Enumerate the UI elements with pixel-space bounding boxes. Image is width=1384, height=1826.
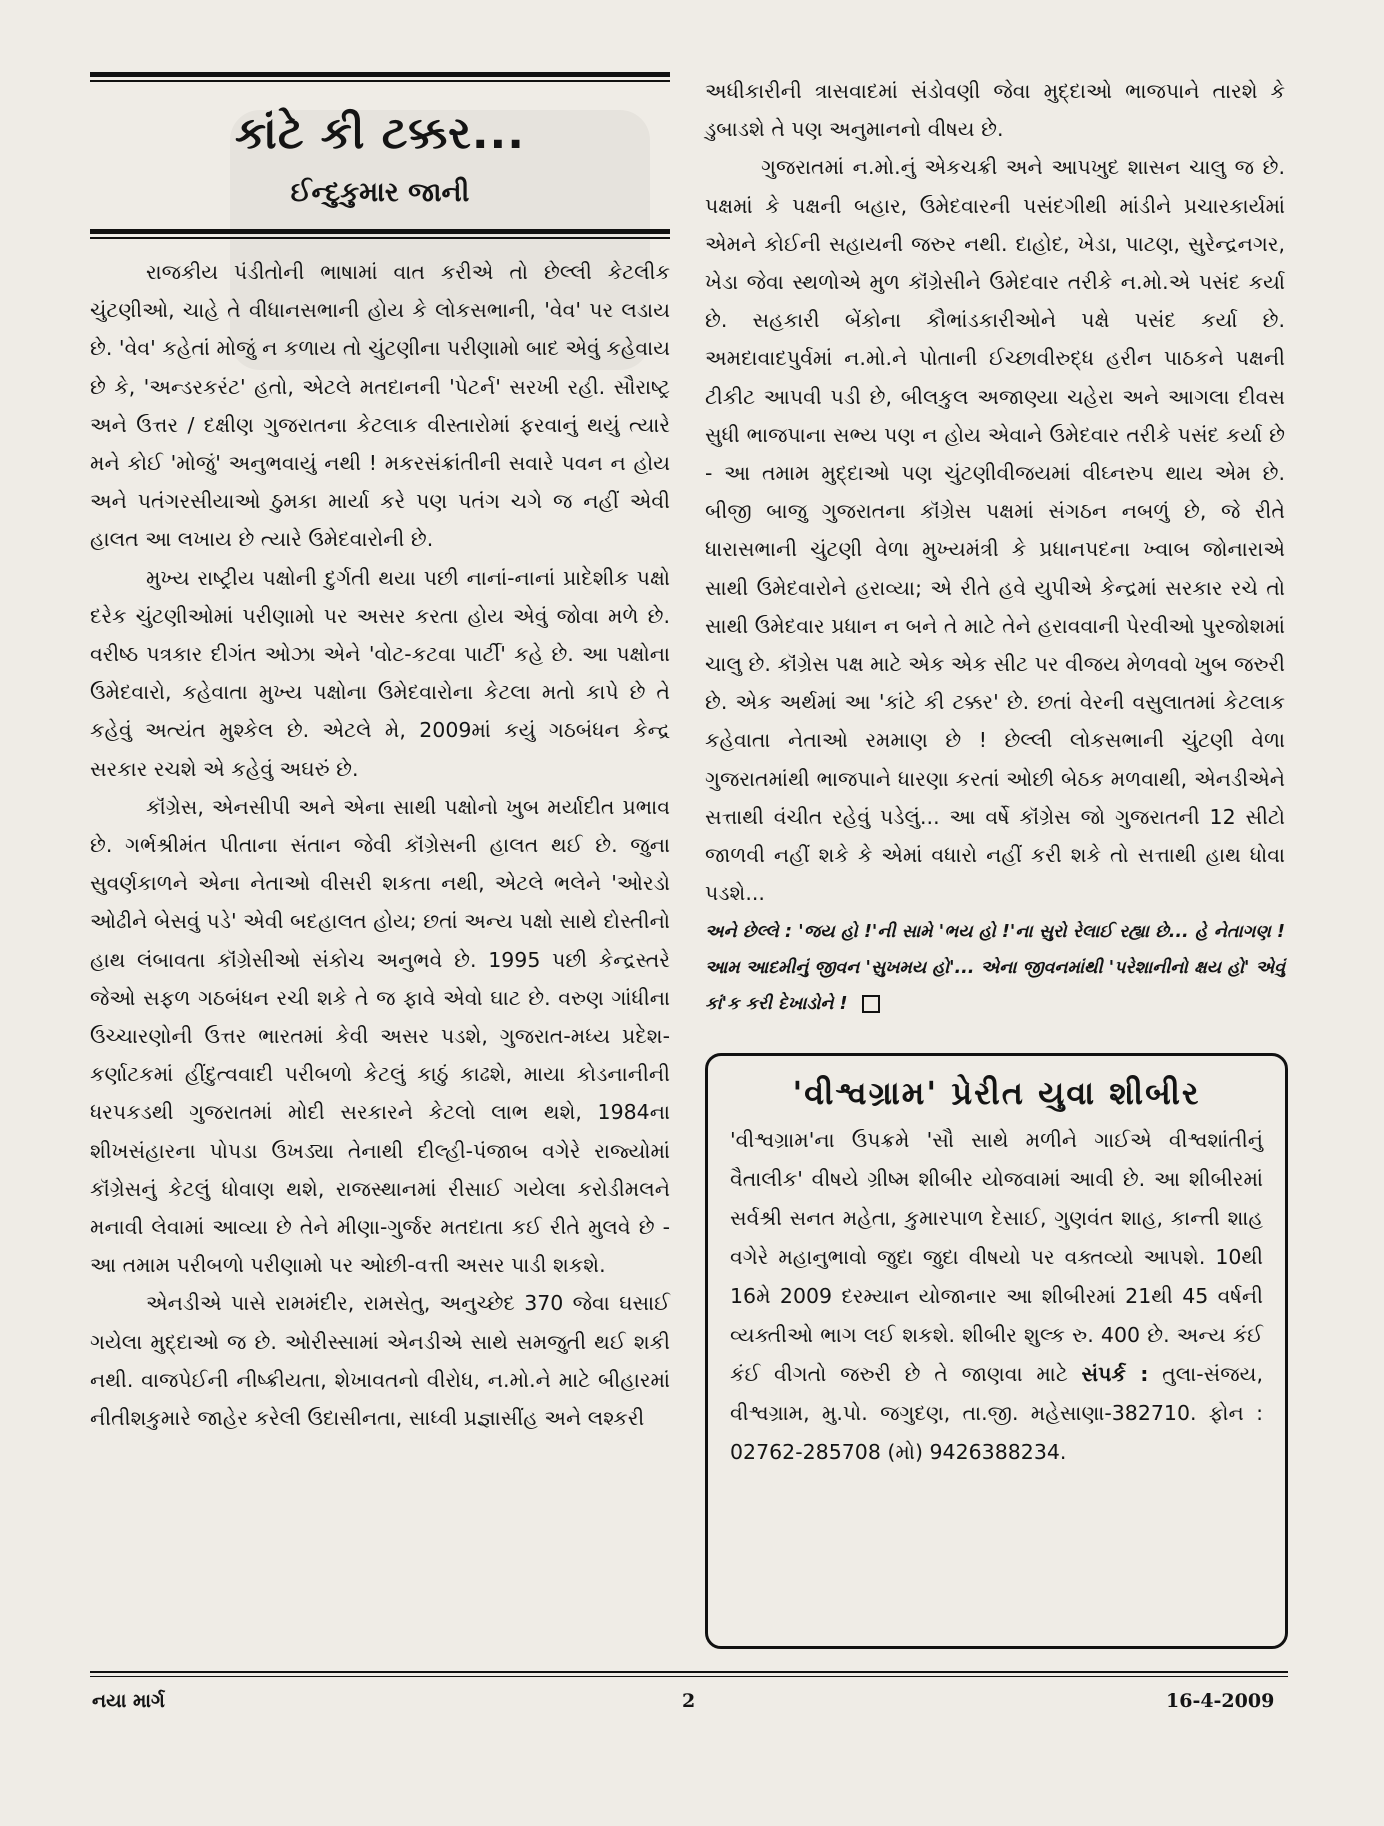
issue-date: 16-4-2009 bbox=[1166, 1690, 1275, 1712]
page-number: 2 bbox=[682, 1690, 696, 1712]
announcement-body bbox=[730, 1121, 1263, 1472]
header-rule bbox=[90, 72, 670, 77]
announcement-box bbox=[705, 1053, 1288, 1649]
footer-rule bbox=[90, 1671, 1288, 1673]
right-column bbox=[705, 72, 1285, 1022]
closing-lead: અને છેલ્લે : bbox=[705, 922, 792, 943]
announcement-title: 'વીશ્વગ્રામ' પ્રેરીત યુવા શીબીર bbox=[792, 1074, 1201, 1112]
contact-label: સંપર્ક : bbox=[1081, 1362, 1149, 1386]
article-title: કાંટે કી ટક્કર... bbox=[234, 108, 525, 159]
announcement-text: 'વીશ્વગ્રામ'ના ઉપક્રમે 'સૌ સાથે મળીને ગાઈએ વીશ્વશાંતીનું વૈતાલીક' વીષયે ગ્રીષ્મ શીબીર યોજવામાં આવી છે. આ શીબીરમાં સર્વશ્રી સનત મહેતા, કુમારપાળ દેસાઈ, ગુણવંત શાહ, કાન્તી શાહ વગેરે મહાનુભાવો જુદા જુદા વીષયો પર વક્તવ્યો આપશે. 10થી 16મે 2009 દરમ્યાન યોજાનાર આ શીબીરમાં 21થી 45 વર્ષની વ્યક્તીઓ ભાગ લઈ શકશે. શીબીર શુલ્ક રુ. 400 છે. અન્ય કંઈ કંઈ વીગતો જરુરી છે તે જાણવા માટે bbox=[730, 1128, 1263, 1386]
author-rule bbox=[90, 229, 670, 234]
paragraph: એનડીએ પાસે રામમંદીર, રામસેતુ, અનુચ્છેદ 370 જેવા ઘસાઈ ગયેલા મુદ્દાઓ જ છે. ઓરીસ્સામાં એનડીએ સાથે સમજુતી થઈ શકી નથી. વાજપેઈની નીષ્ક્રીયતા, શેખાવતનો વીરોધ, ન.મો.ને માટે બીહારમાં નીતીશકુમારે જાહેર કરેલી ઉદાસીનતા, સાધ્વી પ્રજ્ઞાસીંહ અને લશ્કરી bbox=[90, 1291, 670, 1431]
paragraph: કૉંગ્રેસ, એનસીપી અને એના સાથી પક્ષોનો ખુબ મર્યાદીત પ્રભાવ છે. ગર્ભશ્રીમંત પીતાના સંતાન જેવી કૉંગ્રેસની હાલત થઈ છે. જુના સુવર્ણકાળને એના નેતાઓ વીસરી શકતા નથી, એટલે ભલેને 'ઓરડો ઓઢીને બેસવું પડે' એવી બદહાલત હોય; છતાં અન્ય પક્ષો સાથે દોસ્તીનો હાથ લંબાવતા કૉંગ્રેસીઓ સંકોચ અનુભવે છે. 1995 પછી કેન્દ્રસ્તરે જેઓ સફળ ગઠબંધન રચી શકે તે જ ફાવે એવો ઘાટ છે. વરુણ ગાંધીના ઉચ્ચારણોની ઉત્તર ભારતમાં કેવી અસર પડશે, ગુજરાત-મધ્ય પ્રદેશ-કર્ણાટકમાં હીંદુત્વવાદી પરીબળો કેટલું કાઠું કાઢશે, માયા કોડનાનીની ધરપકડથી ગુજરાતમાં મોદી સરકારને કેટલો લાભ થશે, 1984ના શીખસંહારના પોપડા ઉખડ્યા તેનાથી દીલ્હી-પંજાબ વગેરે રાજ્યોમાં કૉંગ્રેસનું કેટલું ધોવાણ થશે, રાજસ્થાનમાં રીસાઈ ગયેલા કરોડીમલને મનાવી લેવામાં આવ્યા છે તેને મીણા-ગુર્જર મતદાતા કઈ રીતે મુલવે છે - આ તમામ પરીબળો પરીણામો પર ઓછી-વત્તી અસર પાડી શકશે. bbox=[90, 794, 670, 1278]
header-rule-thin bbox=[90, 80, 670, 82]
article-body-left bbox=[90, 253, 670, 1437]
paragraph: અધીકારીની ત્રાસવાદમાં સંડોવણી જેવા મુદ્દાઓ ભાજપાને તારશે કે ડુબાડશે તે પણ અનુમાનનો વીષય છે. bbox=[705, 79, 1285, 142]
end-mark-icon bbox=[862, 995, 880, 1013]
publication-name: નયા માર્ગ bbox=[92, 1690, 165, 1712]
paragraph: ગુજરાતમાં ન.મો.નું એકચક્રી અને આપખુદ શાસન ચાલુ જ છે. પક્ષમાં કે પક્ષની બહાર, ઉમેદવારની પસંદગીથી માંડીને પ્રચારકાર્યમાં એમને કોઈની સહાયની જરુર નથી. દાહોદ, ખેડા, પાટણ, સુરેન્દ્રનગર, ખેડા જેવા સ્થળોએ મુળ કૉંગ્રેસીને ઉમેદવાર તરીકે ન.મો.એ પસંદ કર્યા છે. સહકારી બેંકોના કૌભાંડકારીઓને પક્ષે પસંદ કર્યા છે. અમદાવાદપુર્વમાં ન.મો.ને પોતાની ઈચ્છાવીરુદ્ધ હરીન પાઠકને પક્ષની ટીકીટ આપવી પડી છે, બીલકુલ અજાણ્યા ચહેરા અને આગલા દીવસ સુધી ભાજપાના સભ્ય પણ ન હોય એવાને ઉમેદવાર તરીકે પસંદ કર્યા છે - આ તમામ મુદ્દાઓ પણ ચુંટણીવીજયમાં વીઘ્નરુપ થાય એમ છે. બીજી બાજુ ગુજરાતના કૉંગ્રેસ પક્ષમાં સંગઠન નબળું છે, જે રીતે ધારાસભાની ચુંટણી વેળા મુખ્યમંત્રી કે પ્રધાનપદના ખ્વાબ જોનારાએ સાથી ઉમેદવારોને હરાવ્યા; એ રીતે હવે યુપીએ કેન્દ્રમાં સરકાર રચે તો સાથી ઉમેદવાર પ્રધાન ન બને તે માટે તેને હરાવવાની પેરવીઓ પુરજોશમાં ચાલુ છે. કૉંગ્રેસ પક્ષ માટે એક એક સીટ પર વીજય મેળવવો ખુબ જરુરી છે. એક અર્થમાં આ 'કાંટે કી ટક્કર' છે. છતાં વેરની વસુલાતમાં કેટલાક કહેવાતા નેતાઓ રમમાણ છે ! છેલ્લી લોકસભાની ચુંટણી વેળા ગુજરાતમાંથી ભાજપાને ધારણા કરતાં ઓછી બેઠક મળવાથી, એનડીએને સત્તાથી વંચીત રહેવું પડેલું... આ વર્ષે કૉંગ્રેસ જો ગુજરાતની 12 સીટો જાળવી નહીં શકે કે એમાં વધારો નહીં કરી શકે તો સત્તાથી હાથ ધોવા પડશે... bbox=[705, 155, 1285, 906]
paragraph: રાજકીય પંડીતોની ભાષામાં વાત કરીએ તો છેલ્લી કેટલીક ચુંટણીઓ, ચાહે તે વીધાનસભાની હોય કે લોકસભાની, 'વેવ' પર લડાય છે. 'વેવ' કહેતાં મોજું ન કળાય તો ચુંટણીના પરીણામો બાદ એવું કહેવાય છે કે, 'અન્ડરકરંટ' હતો, એટલે મતદાનની 'પેટર્ન' સરખી રહી. સૌરાષ્ટ્ર અને ઉત્તર / દક્ષીણ ગુજરાતના કેટલાક વીસ્તારોમાં ફરવાનું થયું ત્યારે મને કોઈ 'મોજું' અનુભવાયું નથી ! મકરસંક્રાંતીની સવારે પવન ન હોય અને પતંગરસીયાઓ ઠુમકા માર્યા કરે પણ પતંગ ચગે જ નહીં એવી હાલત આ લખાય છે ત્યારે ઉમેદવારોની છે. bbox=[90, 260, 670, 552]
article-author: ઈન્દુકુમાર જાની bbox=[290, 177, 470, 208]
contact-details: તુલા-સંજય, વીશ્વગ્રામ, મુ.પો. જગુદણ, તા.જી. મહેસાણા-382710. ફોન : 02762-285708 (મો) 9426388234. bbox=[730, 1362, 1263, 1464]
left-column bbox=[90, 72, 670, 1437]
paragraph: મુખ્ય રાષ્ટ્રીય પક્ષોની દુર્ગતી થયા પછી નાનાં-નાનાં પ્રાદેશીક પક્ષો દરેક ચુંટણીઓમાં પરીણામો પર અસર કરતા હોય એવું જોવા મળે છે. વરીષ્ઠ પત્રકાર દીગંત ઓઝા એને 'વોટ-કટવા પાર્ટી' કહે છે. આ પક્ષોના ઉમેદવારો, કહેવાતા મુખ્ય પક્ષોના ઉમેદવારોના કેટલા મતો કાપે છે તે કહેવું અત્યંત મુશ્કેલ છે. એટલે મે, 2009માં કયું ગઠબંધન કેન્દ્ર સરકાર રચશે એ કહેવું અઘરું છે. bbox=[90, 565, 670, 781]
closing-text: 'જય હો !'ની સામે 'ભય હો !'ના સુરો રેલાઈ રહ્યા છે... હે નેતાગણ ! આમ આદમીનું જીવન 'સુખમય હો'... એના જીવનમાંથી 'પરેશાનીનો ક્ષય હો' એવું કાં'ક કરી દેખાડોને ! bbox=[705, 922, 1286, 1015]
closing-note bbox=[705, 914, 1285, 1022]
footer-rule-thin bbox=[90, 1676, 1288, 1677]
author-rule-thin bbox=[90, 237, 670, 239]
article-body-right bbox=[705, 72, 1285, 1022]
